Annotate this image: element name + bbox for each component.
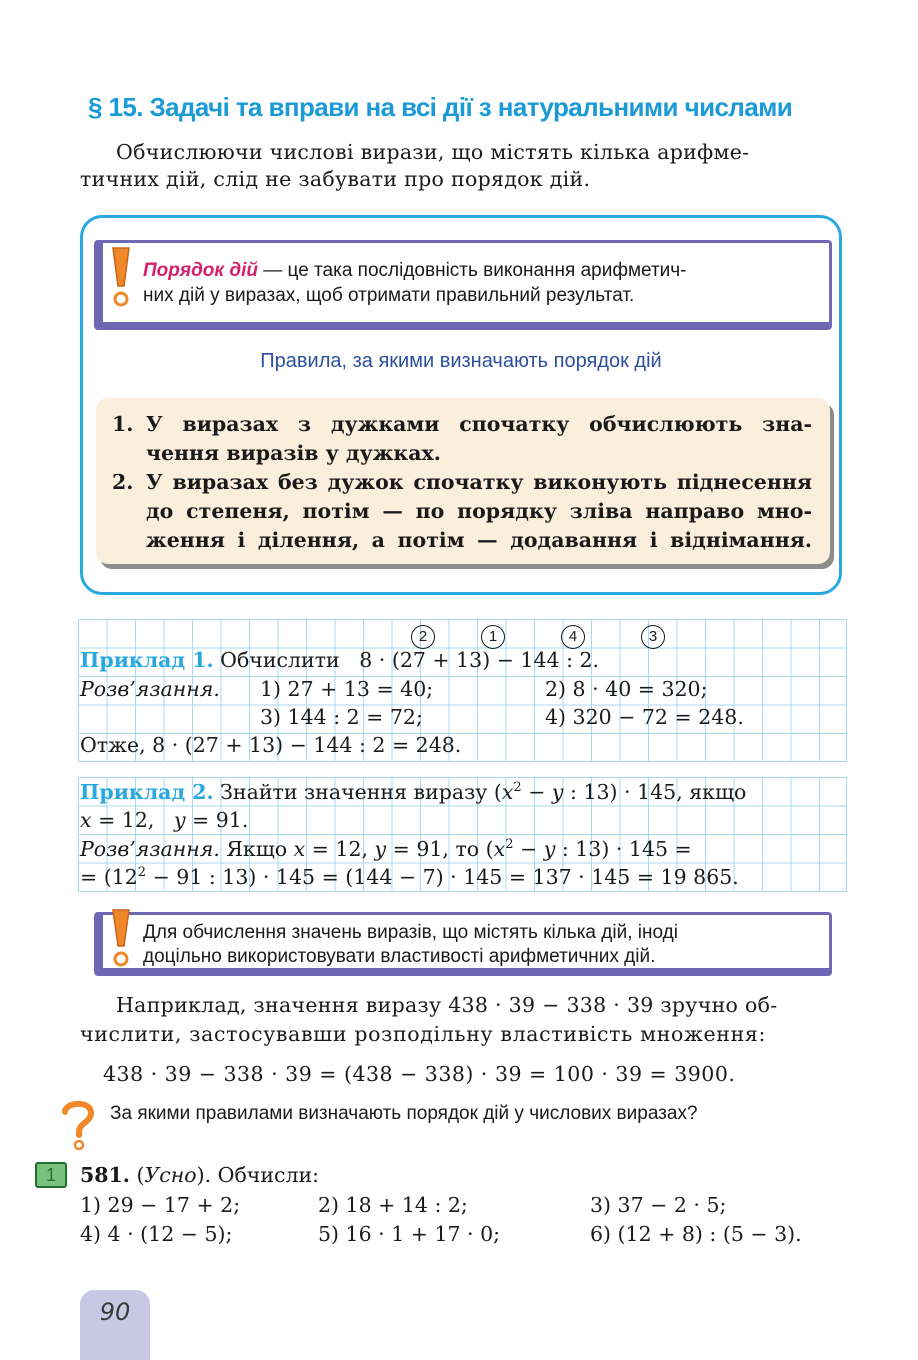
var-y: y xyxy=(374,837,387,861)
example-formula: 438 · 39 − 338 · 39 = (438 − 338) · 39 = 100 · 39 = 3900. xyxy=(103,1062,736,1086)
example-2-final-b: − 91 : 13) · 145 = (144 − 7) · 145 = 137 · 145 = 19 865. xyxy=(146,865,739,889)
rule-2-line-2: до степеня, потім — по порядку зліва направо мно- xyxy=(146,499,812,523)
definition-term: Порядок дій xyxy=(143,260,258,281)
definition-line-1 xyxy=(143,258,687,283)
exclamation-icon xyxy=(108,244,134,310)
exercise-number: 581. xyxy=(80,1163,130,1187)
example-2-cond-a: = 12, xyxy=(91,808,174,832)
definition-line-1-rest: — це така послідовність виконання арифметич- xyxy=(257,260,687,281)
rule-1-number: 1. xyxy=(112,412,134,436)
page-number: 90 xyxy=(99,1298,131,1326)
example-1-conclusion: Отже, 8 · (27 + 13) − 144 : 2 = 248. xyxy=(80,733,462,757)
example-2-condition xyxy=(80,808,248,832)
exclamation-icon xyxy=(108,906,134,970)
exercise-oral: Усно xyxy=(144,1163,197,1187)
var-y: y xyxy=(543,837,556,861)
exercise-item-3: 3) 37 − 2 · 5; xyxy=(590,1193,727,1217)
example-2-task-b: − xyxy=(521,780,552,804)
order-mark-2: 2 xyxy=(411,625,435,649)
example-1-label: Приклад 1. xyxy=(80,648,214,672)
tip-line-2: доцільно використовувати властивості арифметичних дій. xyxy=(143,946,656,967)
example-paragraph-line-2: числити, застосувавши розподільну властивість множення: xyxy=(80,1022,767,1046)
example-1-step-2: 2) 8 · 40 = 320; xyxy=(545,677,708,701)
example-1-solution-label: Розв’язання. xyxy=(80,677,220,701)
var-y: y xyxy=(173,808,186,832)
review-question: За якими правилами визначають порядок дій у числових виразах? xyxy=(110,1103,698,1124)
intro-paragraph xyxy=(80,138,845,167)
example-2-solution xyxy=(80,837,692,861)
example-1-task xyxy=(80,648,599,672)
example-2-task-c: : 13) · 145, якщо xyxy=(563,780,747,804)
rule-2-line-3: ження і ділення, а потім — додавання і віднімання. xyxy=(146,528,812,552)
exercise-item-6: 6) (12 + 8) : (5 − 3). xyxy=(590,1222,802,1246)
var-x: x xyxy=(501,780,514,804)
level-badge-icon: 1 xyxy=(35,1162,67,1188)
rule-1 xyxy=(112,410,812,468)
example-1-step-3: 3) 144 : 2 = 72; xyxy=(260,705,423,729)
exercise-item-5: 5) 16 · 1 + 17 · 0; xyxy=(318,1222,501,1246)
example-2-label: Приклад 2. xyxy=(80,780,214,804)
example-2-sol-b: = 12, xyxy=(305,837,375,861)
var-x: x xyxy=(293,837,306,861)
exercise-header xyxy=(80,1163,319,1187)
rule-2 xyxy=(112,468,812,555)
example-2-final-a: = (12 xyxy=(80,865,138,889)
exercise-oral-close: ). Обчисли: xyxy=(196,1163,320,1187)
exponent-2: 2 xyxy=(513,780,522,796)
exercise-item-2: 2) 18 + 14 : 2; xyxy=(318,1193,468,1217)
tip-line-1: Для обчислення значень виразів, що містять кілька дій, іноді xyxy=(143,922,678,943)
intro-line-1: Обчислюючи числові вирази, що містять кілька арифме- xyxy=(116,140,750,164)
example-2-sol-c: = 91, то ( xyxy=(386,837,494,861)
exercise-item-1: 1) 29 − 17 + 2; xyxy=(80,1193,241,1217)
exercise-oral-open: ( xyxy=(129,1163,145,1187)
example-2-sol-d: − xyxy=(513,837,544,861)
rule-2-line-1: У виразах без дужок спочатку виконують піднесення xyxy=(146,470,812,494)
intro-line-2: тичних дій, слід не забувати про порядок дій. xyxy=(80,167,591,191)
example-2-sol-e: : 13) · 145 = xyxy=(555,837,692,861)
example-2-cond-b: = 91. xyxy=(185,808,249,832)
section-title: § 15. Задачі та вправи на всі дії з натуральними числами xyxy=(88,92,793,122)
example-paragraph-line-1: Наприклад, значення виразу 438 · 39 − 338 · 39 зручно об- xyxy=(116,993,778,1017)
order-mark-1: 1 xyxy=(481,625,505,649)
example-1-step-1: 1) 27 + 13 = 40; xyxy=(260,677,434,701)
order-mark-3: 3 xyxy=(641,625,665,649)
example-2-task-a: Знайти значення виразу ( xyxy=(213,780,502,804)
var-x: x xyxy=(80,808,92,832)
example-2-solution-label: Розв’язання. xyxy=(80,837,220,861)
example-1-task-text: Обчислити 8 · (27 + 13) − 144 : 2. xyxy=(213,648,600,672)
example-2-task xyxy=(80,780,746,804)
exercise-item-4: 4) 4 · (12 − 5); xyxy=(80,1222,233,1246)
example-1-step-4: 4) 320 − 72 = 248. xyxy=(545,705,744,729)
example-2-sol-a: Якщо xyxy=(219,837,294,861)
rule-1-line-2: чення виразів у дужках. xyxy=(146,441,441,465)
rule-2-number: 2. xyxy=(112,470,134,494)
question-mark-icon xyxy=(58,1098,98,1152)
rules-heading: Правила, за якими визначають порядок дій xyxy=(260,350,662,372)
definition-line-2: них дій у виразах, щоб отримати правильний результат. xyxy=(143,285,635,306)
exponent-2: 2 xyxy=(137,865,147,881)
exponent-2: 2 xyxy=(505,837,514,853)
example-2-final xyxy=(80,865,739,889)
var-x: x xyxy=(493,837,506,861)
order-mark-4: 4 xyxy=(561,625,585,649)
rule-1-line-1: У виразах з дужками спочатку обчислюють зна- xyxy=(146,412,812,436)
var-y: y xyxy=(551,780,564,804)
